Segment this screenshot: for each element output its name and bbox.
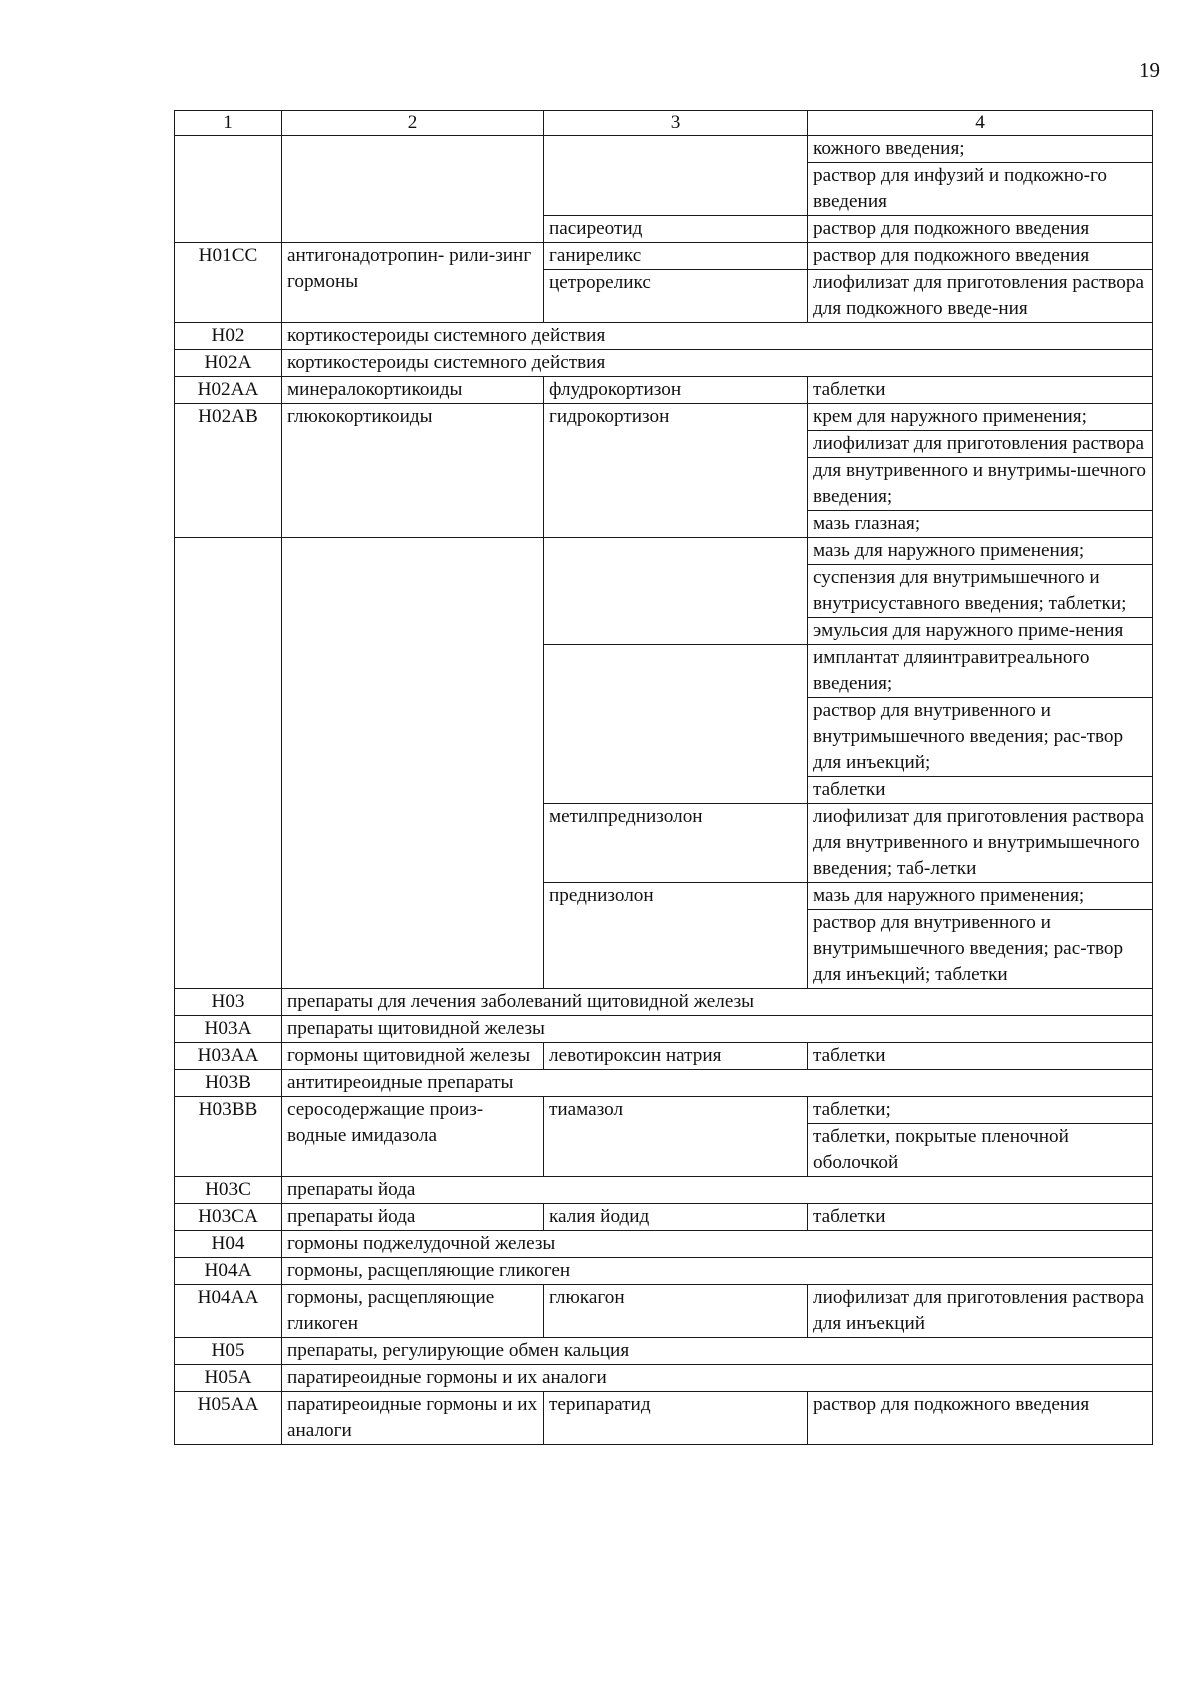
group-name-cell bbox=[282, 136, 544, 243]
dosage-form-cell: раствор для инфузий и подкожно-го введения bbox=[808, 163, 1153, 216]
drug-name-cell bbox=[544, 136, 808, 216]
atc-code-cell: H03BB bbox=[175, 1097, 282, 1177]
drug-name-cell: терипаратид bbox=[544, 1392, 808, 1445]
drug-name-cell: цетрореликс bbox=[544, 270, 808, 323]
atc-code-cell: H05A bbox=[175, 1365, 282, 1392]
table-row bbox=[175, 1097, 1153, 1124]
table-row bbox=[175, 1392, 1153, 1445]
dosage-form-cell: мазь для наружного применения; bbox=[808, 883, 1153, 910]
drug-name-cell: калия йодид bbox=[544, 1204, 808, 1231]
drug-name-cell: левотироксин натрия bbox=[544, 1043, 808, 1070]
atc-code-cell: H03B bbox=[175, 1070, 282, 1097]
dosage-form-cell: таблетки bbox=[808, 1043, 1153, 1070]
table-row bbox=[175, 1177, 1153, 1204]
table-row bbox=[175, 243, 1153, 270]
table-row bbox=[175, 323, 1153, 350]
column-header: 3 bbox=[544, 111, 808, 136]
dosage-form-cell: для внутривенного и внутримы-шечного введения; bbox=[808, 458, 1153, 511]
table-row bbox=[175, 1338, 1153, 1365]
group-name-cell: гормоны, расщепляющие гликоген bbox=[282, 1285, 544, 1338]
dosage-form-cell: эмульсия для наружного приме-нения bbox=[808, 618, 1153, 645]
atc-code-cell: H04 bbox=[175, 1231, 282, 1258]
atc-code-cell: H02A bbox=[175, 350, 282, 377]
column-header: 2 bbox=[282, 111, 544, 136]
drug-name-cell: тиамазол bbox=[544, 1097, 808, 1177]
group-name-cell: гормоны, расщепляющие гликоген bbox=[282, 1258, 1153, 1285]
table-row bbox=[175, 1070, 1153, 1097]
dosage-form-cell: лиофилизат для приготовления раствора для инъекций bbox=[808, 1285, 1153, 1338]
table-row bbox=[175, 1231, 1153, 1258]
group-name-cell: кортикостероиды системного действия bbox=[282, 323, 1153, 350]
drug-name-cell: метилпреднизолон bbox=[544, 804, 808, 883]
atc-code-cell bbox=[175, 538, 282, 989]
column-header: 4 bbox=[808, 111, 1153, 136]
dosage-form-cell: таблетки bbox=[808, 777, 1153, 804]
group-name-cell: препараты йода bbox=[282, 1177, 1153, 1204]
dosage-form-cell: раствор для подкожного введения bbox=[808, 1392, 1153, 1445]
drug-name-cell bbox=[544, 645, 808, 804]
atc-code-cell: H03CA bbox=[175, 1204, 282, 1231]
atc-code-cell: H04A bbox=[175, 1258, 282, 1285]
group-name-cell bbox=[282, 538, 544, 989]
dosage-form-cell: таблетки; bbox=[808, 1097, 1153, 1124]
group-name-cell: антигонадотропин- рили-зинг гормоны bbox=[282, 243, 544, 323]
atc-code-cell: H03 bbox=[175, 989, 282, 1016]
atc-code-cell: H03AA bbox=[175, 1043, 282, 1070]
group-name-cell: препараты, регулирующие обмен кальция bbox=[282, 1338, 1153, 1365]
group-name-cell: гормоны поджелудочной железы bbox=[282, 1231, 1153, 1258]
group-name-cell: минералокортикоиды bbox=[282, 377, 544, 404]
dosage-form-cell: раствор для внутривенного и внутримышечного введения; рас-твор для инъекций; таблетки bbox=[808, 910, 1153, 989]
dosage-form-cell: раствор для подкожного введения bbox=[808, 243, 1153, 270]
group-name-cell: гормоны щитовидной железы bbox=[282, 1043, 544, 1070]
medication-table bbox=[174, 110, 1153, 1445]
dosage-form-cell: кожного введения; bbox=[808, 136, 1153, 163]
atc-code-cell bbox=[175, 136, 282, 243]
table-row bbox=[175, 1043, 1153, 1070]
atc-code-cell: H05 bbox=[175, 1338, 282, 1365]
table-row bbox=[175, 1258, 1153, 1285]
dosage-form-cell: лиофилизат для приготовления раствора для внутривенного и внутримышечного введения; таб-летки bbox=[808, 804, 1153, 883]
table-row bbox=[175, 350, 1153, 377]
atc-code-cell: H02AA bbox=[175, 377, 282, 404]
dosage-form-cell: имплантат дляинтравитреального введения; bbox=[808, 645, 1153, 698]
atc-code-cell: H03C bbox=[175, 1177, 282, 1204]
group-name-cell: препараты для лечения заболеваний щитовидной железы bbox=[282, 989, 1153, 1016]
dosage-form-cell: раствор для внутривенного и внутримышечного введения; рас-твор для инъекций; bbox=[808, 698, 1153, 777]
dosage-form-cell: мазь для наружного применения; bbox=[808, 538, 1153, 565]
dosage-form-cell: таблетки bbox=[808, 1204, 1153, 1231]
drug-name-cell: пасиреотид bbox=[544, 216, 808, 243]
drug-name-cell: преднизолон bbox=[544, 883, 808, 989]
dosage-form-cell: мазь глазная; bbox=[808, 511, 1153, 538]
column-header: 1 bbox=[175, 111, 282, 136]
group-name-cell: паратиреоидные гормоны и их аналоги bbox=[282, 1365, 1153, 1392]
table-row bbox=[175, 1016, 1153, 1043]
table-row bbox=[175, 989, 1153, 1016]
table-row bbox=[175, 538, 1153, 565]
drug-name-cell: гидрокортизон bbox=[544, 404, 808, 538]
table-row bbox=[175, 136, 1153, 163]
drug-name-cell: флудрокортизон bbox=[544, 377, 808, 404]
table-row bbox=[175, 1204, 1153, 1231]
group-name-cell: паратиреоидные гормоны и их аналоги bbox=[282, 1392, 544, 1445]
group-name-cell: антитиреоидные препараты bbox=[282, 1070, 1153, 1097]
group-name-cell: глюкокортикоиды bbox=[282, 404, 544, 538]
dosage-form-cell: лиофилизат для приготовления раствора bbox=[808, 431, 1153, 458]
table-row bbox=[175, 1285, 1153, 1338]
group-name-cell: препараты йода bbox=[282, 1204, 544, 1231]
atc-code-cell: H02AB bbox=[175, 404, 282, 538]
drug-name-cell bbox=[544, 538, 808, 645]
dosage-form-cell: раствор для подкожного введения bbox=[808, 216, 1153, 243]
group-name-cell: кортикостероиды системного действия bbox=[282, 350, 1153, 377]
table-row bbox=[175, 1365, 1153, 1392]
page-number: 19 bbox=[1139, 58, 1160, 82]
group-name-cell: препараты щитовидной железы bbox=[282, 1016, 1153, 1043]
dosage-form-cell: таблетки bbox=[808, 377, 1153, 404]
atc-code-cell: H05AA bbox=[175, 1392, 282, 1445]
table-row bbox=[175, 404, 1153, 431]
table-row bbox=[175, 377, 1153, 404]
atc-code-cell: H02 bbox=[175, 323, 282, 350]
group-name-cell: серосодержащие произ-водные имидазола bbox=[282, 1097, 544, 1177]
atc-code-cell: H03A bbox=[175, 1016, 282, 1043]
table-header-row bbox=[175, 111, 1153, 136]
drug-name-cell: ганиреликс bbox=[544, 243, 808, 270]
dosage-form-cell: суспензия для внутримышечного и внутрисуставного введения; таблетки; bbox=[808, 565, 1153, 618]
dosage-form-cell: крем для наружного применения; bbox=[808, 404, 1153, 431]
atc-code-cell: H01CC bbox=[175, 243, 282, 323]
atc-code-cell: H04AA bbox=[175, 1285, 282, 1338]
drug-name-cell: глюкагон bbox=[544, 1285, 808, 1338]
dosage-form-cell: лиофилизат для приготовления раствора для подкожного введе-ния bbox=[808, 270, 1153, 323]
dosage-form-cell: таблетки, покрытые пленочной оболочкой bbox=[808, 1124, 1153, 1177]
